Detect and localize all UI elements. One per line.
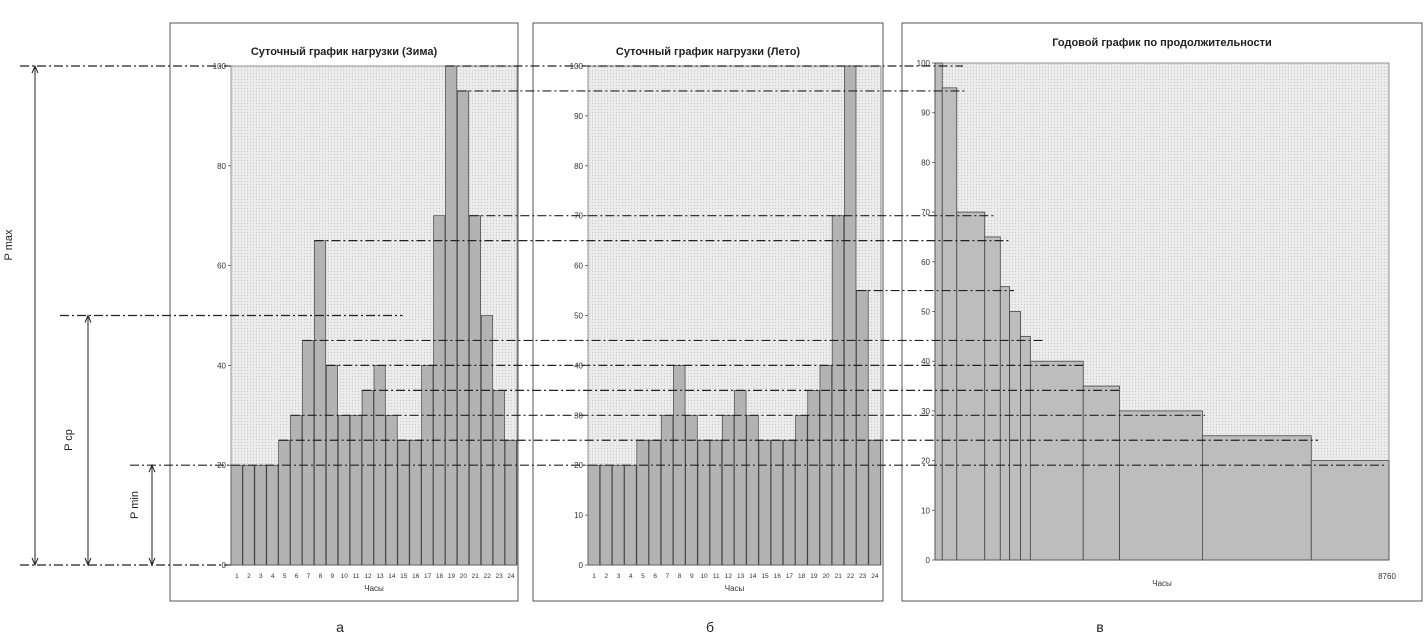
duration-step — [1311, 461, 1389, 560]
pcp-label: P cp — [63, 429, 75, 451]
duration-step — [935, 63, 942, 560]
x-tick-label: 20 — [459, 573, 467, 580]
duration-step — [1030, 361, 1083, 560]
chart-title: Годовой график по продолжительности — [1052, 37, 1272, 49]
x-tick-label: 5 — [641, 573, 645, 580]
x-tick-label: 23 — [495, 573, 503, 580]
panel-letter: в — [1096, 619, 1104, 635]
bar — [410, 440, 421, 565]
bar — [649, 440, 661, 565]
duration-step — [942, 88, 957, 560]
bar — [661, 415, 673, 565]
bar — [303, 340, 314, 565]
y-tick-label: 90 — [574, 111, 583, 121]
bar — [505, 440, 516, 565]
bar — [386, 415, 397, 565]
x-tick-label: 16 — [773, 573, 781, 580]
x-tick-label: 10 — [340, 573, 348, 580]
bar — [637, 440, 649, 565]
duration-step — [1202, 436, 1311, 560]
duration-step — [957, 212, 985, 560]
x-tick-label: 8 — [677, 573, 682, 580]
x-tick-label: 24 — [871, 573, 879, 580]
y-tick-label: 50 — [574, 311, 583, 321]
pmax-label: P max — [3, 229, 15, 261]
x-tick-label: 8 — [318, 573, 323, 580]
x-tick-label: 7 — [665, 573, 670, 580]
x-tick-label: 19 — [810, 573, 818, 580]
x-tick-label: 17 — [424, 573, 432, 580]
x-tick-label: 11 — [352, 573, 360, 580]
x-tick-label: 17 — [785, 573, 794, 580]
x-tick-label: 4 — [270, 573, 275, 580]
x-tick-label: 3 — [616, 573, 621, 580]
x-tick-label: 2 — [604, 573, 609, 580]
bar — [600, 465, 612, 565]
x-tick-label: 22 — [846, 573, 855, 580]
bar — [291, 415, 302, 565]
bar — [686, 415, 698, 565]
panel-letter: б — [705, 619, 715, 635]
bar — [457, 91, 468, 565]
x-tick-label: 12 — [724, 573, 733, 580]
x-tick-label: 21 — [834, 573, 842, 580]
y-tick-label: 60 — [217, 261, 226, 271]
y-tick-label: 0 — [925, 556, 930, 565]
bar — [243, 465, 254, 565]
bar — [255, 465, 266, 565]
x-tick-label: 19 — [447, 573, 456, 580]
chart-title: Суточный график нагрузки (Лето) — [615, 46, 801, 58]
x-tick-label: 8760 — [1378, 572, 1396, 581]
x-tick-label: 15 — [761, 573, 769, 580]
bar — [350, 415, 361, 565]
y-tick-label: 10 — [921, 506, 930, 516]
x-tick-label: 13 — [736, 573, 745, 580]
panel-letter: а — [336, 619, 344, 635]
x-tick-label: 5 — [282, 573, 287, 580]
x-tick-label: 1 — [235, 573, 239, 580]
x-tick-label: 18 — [798, 573, 806, 580]
y-tick-label: 80 — [574, 161, 583, 171]
bar — [857, 291, 869, 565]
y-tick-label: 70 — [921, 208, 930, 218]
x-tick-label: 21 — [471, 573, 479, 580]
y-tick-label: 30 — [921, 406, 930, 416]
bar — [844, 66, 856, 565]
x-tick-label: 7 — [306, 573, 311, 580]
duration-step — [1000, 287, 1009, 560]
bar — [398, 440, 409, 565]
x-tick-label: 6 — [653, 573, 657, 580]
bar — [869, 440, 881, 565]
duration-step — [1120, 411, 1203, 560]
duration-step — [1083, 386, 1119, 560]
x-tick-label: 12 — [364, 573, 372, 580]
y-tick-label: 40 — [217, 361, 226, 371]
y-tick-label: 20 — [217, 461, 226, 471]
bar — [493, 390, 504, 565]
x-tick-label: 9 — [689, 573, 694, 580]
pmin-label: P min — [129, 491, 141, 519]
x-tick-label: 15 — [400, 573, 408, 580]
bar — [231, 465, 242, 565]
bar — [759, 440, 771, 565]
y-tick-label: 40 — [574, 361, 583, 371]
bar — [625, 465, 637, 565]
bar — [698, 440, 710, 565]
bar — [588, 465, 600, 565]
bar — [446, 66, 457, 565]
bar — [362, 390, 373, 565]
y-tick-label: 20 — [574, 461, 583, 471]
bar — [808, 390, 820, 565]
duration-step — [1010, 312, 1021, 561]
y-tick-label: 100 — [212, 62, 226, 71]
duration-step — [1021, 336, 1031, 560]
bar — [314, 241, 325, 565]
x-tick-label: 23 — [859, 573, 867, 580]
x-axis-label: Часы — [364, 584, 384, 593]
x-tick-label: 13 — [376, 573, 384, 580]
bar — [783, 440, 795, 565]
bar — [612, 465, 624, 565]
x-tick-label: 14 — [388, 573, 396, 580]
bar — [267, 465, 278, 565]
y-tick-label: 40 — [921, 357, 930, 367]
x-tick-label: 1 — [592, 573, 596, 580]
bar — [771, 440, 783, 565]
x-tick-label: 24 — [507, 573, 515, 580]
bar — [722, 415, 734, 565]
x-tick-label: 20 — [822, 573, 830, 580]
y-tick-label: 0 — [578, 561, 583, 570]
x-tick-label: 10 — [700, 573, 708, 580]
x-tick-label: 2 — [247, 573, 251, 580]
x-axis-label: Часы — [724, 584, 745, 593]
x-tick-label: 16 — [412, 573, 420, 580]
x-axis-label: Часы — [1152, 579, 1172, 588]
bar — [735, 390, 747, 565]
y-tick-label: 60 — [921, 257, 930, 267]
bar — [279, 440, 290, 565]
y-tick-label: 10 — [574, 511, 583, 521]
y-tick-label: 90 — [921, 108, 930, 118]
y-tick-label: 60 — [574, 261, 583, 271]
y-tick-label: 0 — [221, 561, 226, 570]
y-tick-label: 100 — [569, 62, 583, 71]
bar — [710, 440, 722, 565]
y-tick-label: 70 — [574, 211, 583, 221]
y-tick-label: 80 — [217, 161, 226, 171]
y-tick-label: 50 — [921, 307, 930, 317]
bar — [338, 415, 349, 565]
chart-title: Суточный график нагрузки (Зима) — [250, 46, 438, 58]
x-tick-label: 6 — [294, 573, 299, 580]
x-tick-label: 4 — [628, 573, 633, 580]
x-tick-label: 14 — [749, 573, 757, 580]
y-tick-label: 80 — [921, 158, 930, 168]
x-tick-label: 11 — [712, 573, 720, 580]
x-tick-label: 3 — [258, 573, 263, 580]
x-tick-label: 9 — [330, 573, 335, 580]
y-tick-label: 20 — [921, 456, 930, 466]
x-tick-label: 22 — [483, 573, 491, 580]
bar — [747, 415, 759, 565]
bar — [796, 415, 808, 565]
y-tick-label: 100 — [916, 59, 930, 68]
y-tick-label: 30 — [574, 411, 583, 421]
x-tick-label: 18 — [435, 573, 444, 580]
duration-step — [985, 237, 1001, 560]
